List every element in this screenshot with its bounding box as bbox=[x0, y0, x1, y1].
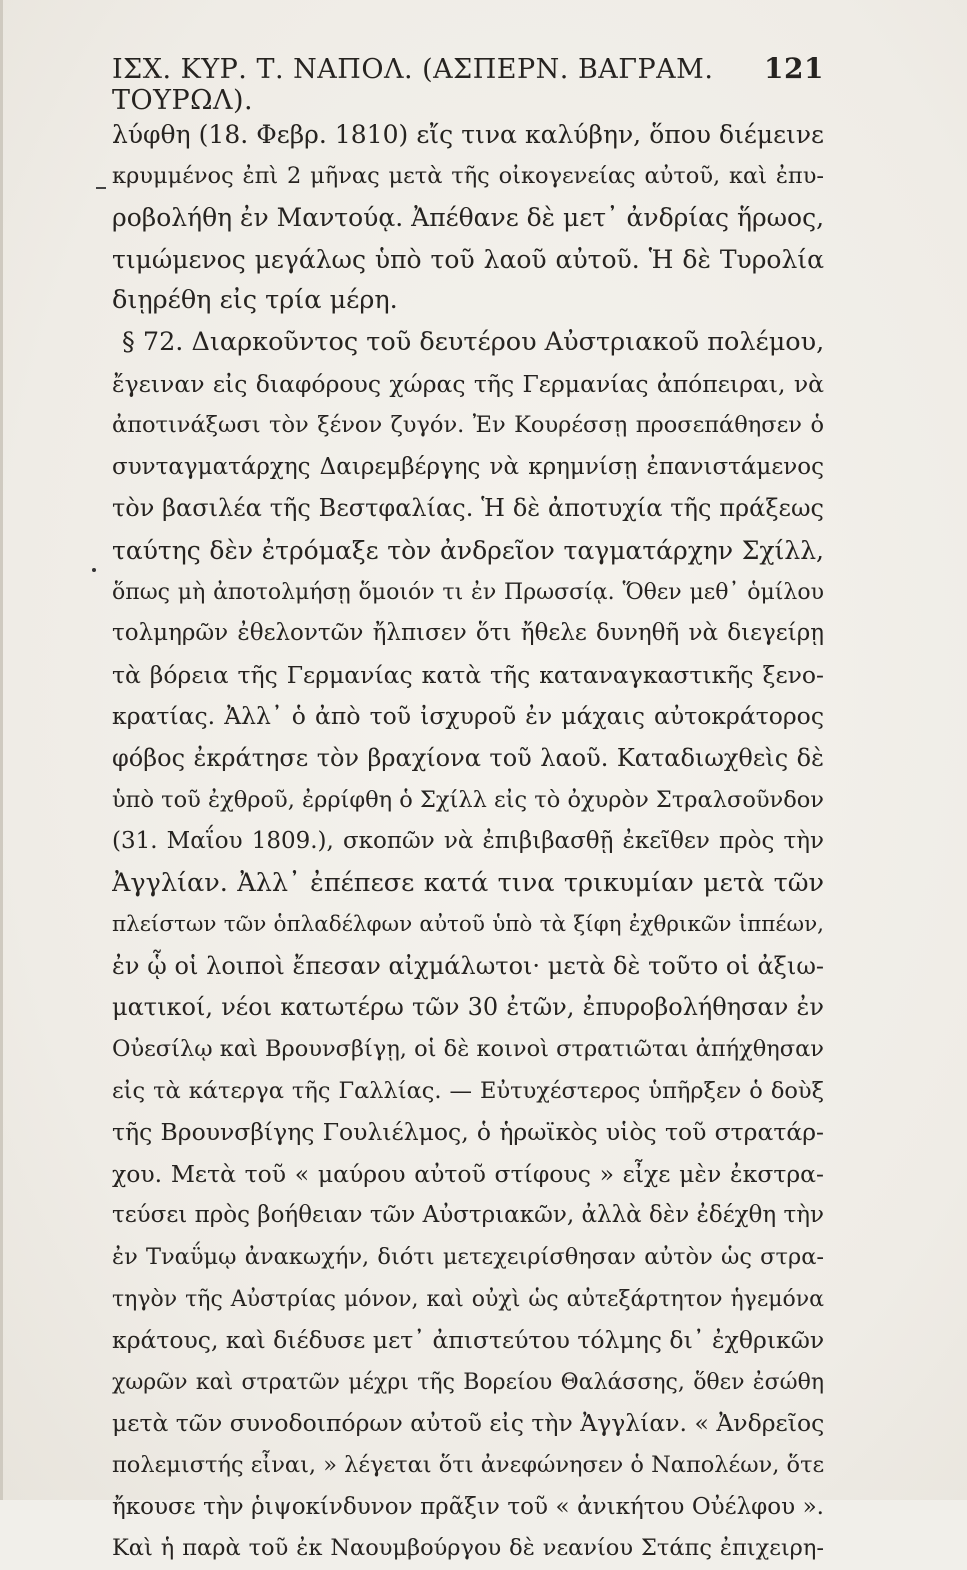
text-line: χου. Μετὰ τοῦ « μαύρου αὐτοῦ στίφους » εἶχε μὲν ἐκστρα- bbox=[112, 1159, 824, 1188]
section-heading-line: § 72. Διαρκοῦντος τοῦ δευτέρου Αὐστριακοῦ πολέμου, bbox=[122, 326, 824, 357]
text-line: ἀποτινάξωσι τὸν ξένον ζυγόν. Ἐν Κουρέσσῃ προσεπάθησεν ὁ bbox=[112, 412, 824, 439]
page-number: 121 bbox=[764, 52, 824, 85]
text-line: τὸν βασιλέα τῆς Βεστφαλίας. Ἡ δὲ ἀποτυχία τῆς πράξεως bbox=[112, 494, 824, 523]
text-line: τῆς Βρουνσβίγης Γουλιέλμος, ὁ ἡρωϊκὸς υἱὸς τοῦ στρατάρ- bbox=[112, 1118, 824, 1147]
text-line: ὑπὸ τοῦ ἐχθροῦ, ἐρρίφθη ὁ Σχίλλ εἰς τὸ ὀχυρὸν Στραλσοῦνδον bbox=[112, 786, 824, 813]
text-line: ἔγειναν εἰς διαφόρους χώρας τῆς Γερμανίας ἀπόπειραι, νὰ bbox=[112, 369, 824, 398]
running-title: ΙΣΧ. ΚΥΡ. Τ. ΝΑΠΟΛ. (ΑΣΠΕΡΝ. ΒΑΓΡΑΜ. ΤΟΥΡΩΛ). bbox=[112, 54, 714, 116]
text-line: τὰ βόρεια τῆς Γερμανίας κατὰ τῆς καταναγκαστικῆς ξενο- bbox=[112, 660, 824, 689]
text-line: ὅπως μὴ ἀποτολμήσῃ ὅμοιόν τι ἐν Πρωσσίᾳ. Ὅθεν μεθ᾽ ὁμίλου bbox=[112, 579, 824, 605]
margin-dot bbox=[92, 568, 96, 572]
text-line: τολμηρῶν ἐθελοντῶν ἤλπισεν ὅτι ἤθελε δυνηθῆ νὰ διεγείρῃ bbox=[112, 620, 824, 647]
text-line: κράτους, καὶ διέδυσε μετ᾽ ἀπιστεύτου τόλμης δι᾽ ἐχθρικῶν bbox=[112, 1326, 824, 1355]
text-line: μετὰ τῶν συνοδοιπόρων αὐτοῦ εἰς τὴν Ἀγγλίαν. « Ἀνδρεῖος bbox=[112, 1409, 824, 1438]
text-line: πολεμιστής εἶναι, » λέγεται ὅτι ἀνεφώνησεν ὁ Ναπολέων, ὅτε bbox=[112, 1452, 824, 1478]
text-line: Καὶ ἡ παρὰ τοῦ ἐκ Ναουμβούργου δὲ νεανίου Στάπς ἐπιχειρη- bbox=[112, 1535, 824, 1562]
text-line: ματικοί, νέοι κατωτέρω τῶν 30 ἐτῶν, ἐπυροβολήθησαν ἐν bbox=[112, 993, 824, 1022]
text-line: εἰς τὰ κάτεργα τῆς Γαλλίας. — Εὐτυχέστερος ὑπῆρξεν ὁ δοὺξ bbox=[112, 1077, 824, 1104]
text-line: ἤκουσε τὴν ῥιψοκίνδυνον πρᾶξιν τοῦ « ἀνικήτου Οὐέλφου ». bbox=[112, 1493, 824, 1520]
text-line: (31. Μαΐου 1809.), σκοπῶν νὰ ἐπιβιβασθῇ ἐκεῖθεν πρὸς τὴν bbox=[112, 828, 824, 855]
text-line: Ἀγγλίαν. Ἀλλ᾽ ἐπέπεσε κατά τινα τρικυμίαν μετὰ τῶν bbox=[112, 867, 824, 898]
text-line: φόβος ἐκράτησε τὸν βραχίονα τοῦ λαοῦ. Καταδιωχθεὶς δὲ bbox=[112, 743, 824, 772]
text-line: ροβολήθη ἐν Μαντούᾳ. Ἀπέθανε δὲ μετ᾽ ἀνδρίας ἥρωος, bbox=[112, 203, 824, 233]
text-line: κρυμμένος ἐπὶ 2 μῆνας μετὰ τῆς οἰκογενείας αὐτοῦ, καὶ ἐπυ- bbox=[112, 162, 824, 189]
text-line: τηγὸν τῆς Αὐστρίας μόνον, καὶ οὐχὶ ὡς αὐτεξάρτητον ἡγεμόνα bbox=[112, 1286, 824, 1312]
text-line: διῃρέθη εἰς τρία μέρη. bbox=[112, 285, 398, 316]
text-line: τιμώμενος μεγάλως ὑπὸ τοῦ λαοῦ αὐτοῦ. Ἡ δὲ Τυρολία bbox=[112, 244, 824, 274]
margin-mark bbox=[96, 187, 106, 189]
text-line: Οὐεσίλῳ καὶ Βρουνσβίγῃ, οἱ δὲ κοινοὶ στρατιῶται ἀπήχθησαν bbox=[112, 1036, 824, 1063]
body-text bbox=[112, 114, 824, 1570]
text-line: ἐν ᾧ οἱ λοιποὶ ἔπεσαν αἰχμάλωτοι· μετὰ δὲ τοῦτο οἱ ἀξιω- bbox=[112, 951, 824, 980]
text-line: ἐν Τναΰμῳ ἀνακωχήν, διότι μετεχειρίσθησαν αὐτὸν ὡς στρα- bbox=[112, 1244, 824, 1271]
text-line: τεύσει πρὸς βοήθειαν τῶν Αὐστριακῶν, ἀλλὰ δὲν ἐδέχθη τὴν bbox=[112, 1202, 824, 1229]
text-line: λύφθη (18. Φεβρ. 1810) εἴς τινα καλύβην, ὅπου διέμεινε bbox=[112, 120, 824, 149]
text-line: κρατίας. Ἀλλ᾽ ὁ ἀπὸ τοῦ ἰσχυροῦ ἐν μάχαις αὐτοκράτορος bbox=[112, 702, 824, 731]
running-header bbox=[112, 52, 824, 116]
text-line: συνταγματάρχης Δαιρεμβέργης νὰ κρημνίσῃ ἐπανιστάμενος bbox=[112, 453, 824, 480]
text-line: ταύτης δὲν ἐτρόμαξε τὸν ἀνδρεῖον ταγματάρχην Σχίλλ, bbox=[112, 535, 824, 565]
page-edge bbox=[0, 0, 3, 1500]
text-line: πλείστων τῶν ὁπλαδέλφων αὐτοῦ ὑπὸ τὰ ξίφη ἐχθρικῶν ἱππέων, bbox=[112, 912, 824, 938]
text-line: χωρῶν καὶ στρατῶν μέχρι τῆς Βορείου Θαλάσσης, ὅθεν ἐσώθη bbox=[112, 1369, 824, 1395]
